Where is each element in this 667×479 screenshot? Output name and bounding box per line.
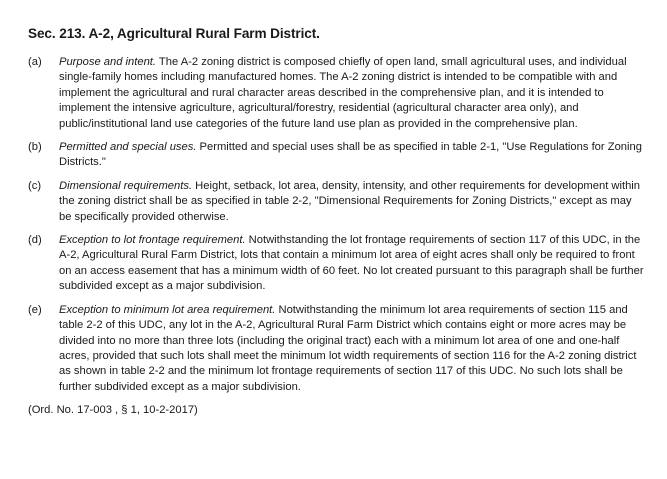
subsection-text: Notwithstanding the lot frontage requirements of section 117 of this UDC, in the A-2, Agricultural Rural Farm District, lots that contain a minimum lot area of eight acres shall only be required to front on an access easement that has a minimum width of 60 feet. No lot created pursuant to this paragraph shall be further subdivided except as a major subdivision. — [59, 234, 644, 293]
subsection-marker: (b) — [28, 141, 42, 154]
subsection-content — [59, 55, 647, 132]
subsection-text: Permitted and special uses shall be as specified in table 2-1, "Use Regulations for Zoning Districts." — [59, 141, 642, 169]
subsection-content — [59, 179, 647, 225]
subsection-content — [59, 233, 647, 295]
subsection-marker: (a) — [28, 56, 42, 68]
subsection-marker: (e) — [28, 303, 42, 316]
ordinance-citation: (Ord. No. 17-003 , § 1, 10-2-2017) — [28, 404, 198, 417]
subsection-text: The A-2 zoning district is composed chiefly of open land, small agricultural uses, and individual single-family homes including manufactured homes. The A-2 zoning district is intended to be compatible with and implement the agricultural and rural character areas described in the comprehensive plan, and it is intended to implement the intensive agriculture, agricultural/forestry, residential (agricultural character area only), and public/institutional land use categories of the future land use plan as provided in the comprehensive plan. — [59, 56, 627, 130]
subsection-title: Exception to minimum lot area requirement. — [59, 303, 276, 316]
subsection-title: Exception to lot frontage requirement. — [59, 234, 246, 247]
subsection-content — [59, 303, 647, 395]
subsection-text: Notwithstanding the minimum lot area requirements of section 115 and table 2-2 of this UDC, any lot in the A-2, Agricultural Rural Farm District which contains eight or more acres may be divided into no more than three lots (including the original tract) each with a minimum lot area of one and one-half acres, provided that such lots shall meet the minimum lot width requirements of section 116 for the A-2 zoning district as shown in table 2-2 and the minimum lot frontage requirements of section 117 of this UDC. No such lots shall be further subdivided except as a major subdivision. — [59, 303, 637, 393]
subsection-e — [28, 303, 647, 395]
subsection-text: Height, setback, lot area, density, intensity, and other requirements for development within the zoning district shall be as specified in table 2-2, "Dimensional Requirements for Zoning Districts," except as may be specifically provided otherwise. — [59, 179, 641, 223]
subsection-title: Dimensional requirements. — [59, 179, 193, 192]
subsection-d — [28, 233, 647, 295]
subsection-marker: (c) — [28, 179, 42, 192]
subsection-title: Permitted and special uses. — [59, 141, 197, 154]
subsection-title: Purpose and intent. — [59, 56, 157, 68]
section-heading: Sec. 213. A-2, Agricultural Rural Farm District. — [28, 26, 320, 41]
subsection-b — [28, 140, 647, 171]
subsection-a — [28, 55, 647, 132]
subsection-marker: (d) — [28, 234, 42, 247]
subsection-c — [28, 179, 647, 225]
subsection-content — [59, 140, 647, 171]
